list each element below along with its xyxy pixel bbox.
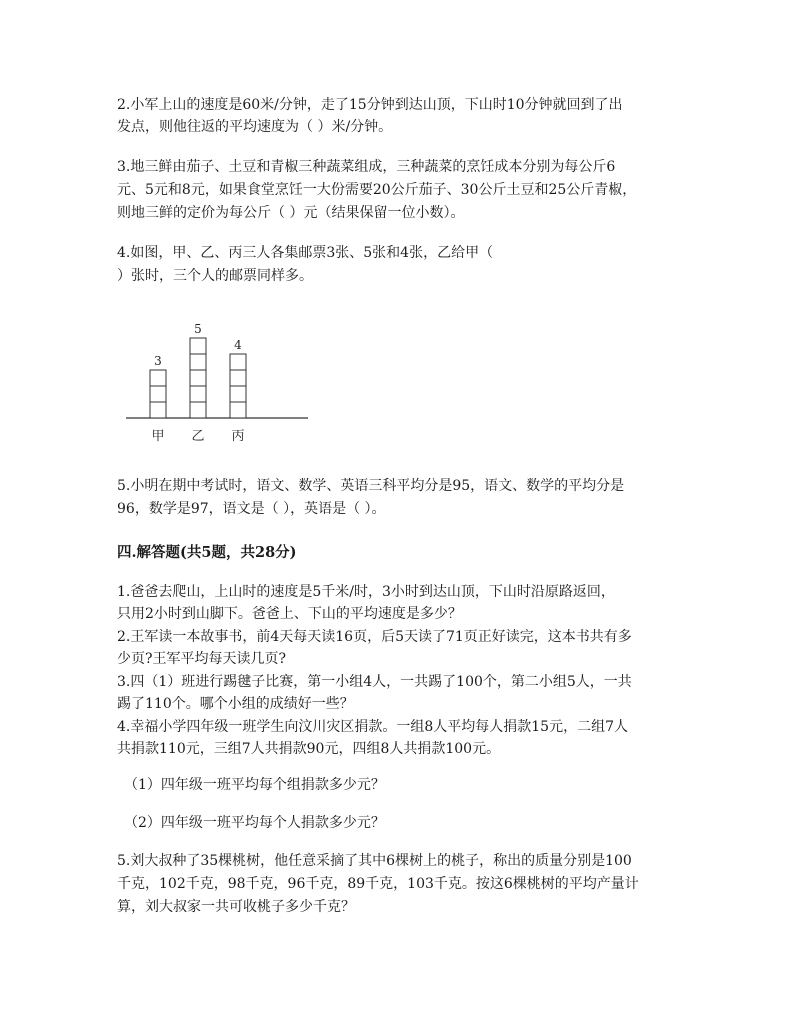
fill-q2-line1: 2.小军上山的速度是60米/分钟，走了15分钟到达山顶，下山时10分钟就回到了出 — [117, 97, 623, 113]
stamp-cell-2-1 — [190, 402, 206, 418]
stamp-cell-3-2 — [230, 386, 246, 402]
answer-q4-sub1: （1）四年级一班平均每个组捐款多少元？ — [124, 777, 385, 793]
answer-q4-line2: 共捐款110元，三组7人共捐款90元，四组8人共捐款100元。 — [117, 741, 501, 757]
stamp-cell-2-3 — [190, 370, 206, 386]
stamp-cell-1-1 — [150, 402, 166, 418]
fill-q5-line1: 5.小明在期中考试时，语文、数学、英语三科平均分是95，语文、数学的平均分是 — [117, 478, 625, 494]
fill-q4-line1: 4.如图，甲、乙、丙三人各集邮票3张、5张和4张，乙给甲（ — [117, 245, 494, 261]
stamp-cell-3-1 — [230, 402, 246, 418]
answer-q1-line2: 只用2小时到山脚下。爸爸上、下山的平均速度是多少？ — [117, 606, 462, 622]
value-label-3: 4 — [234, 338, 242, 352]
answer-q1-line1: 1.爸爸去爬山，上山时的速度是5千米/时，3小时到达山顶，下山时沿原路返回， — [117, 584, 615, 600]
fill-q2-line2: 发点，则他往返的平均速度为（ ）米/分钟。 — [117, 119, 393, 135]
answer-q2-line1: 2.王军读一本故事书，前4天每天读16页，后5天读了71页正好读完，这本书共有多 — [117, 629, 632, 645]
fill-q3-line2: 元、5元和8元，如果食堂烹饪一大份需要20公斤茄子、30公斤土豆和25公斤青椒， — [117, 182, 637, 198]
answer-q5-line1: 5.刘大叔种了35棵桃树，他任意采摘了其中6棵树上的桃子，称出的质量分别是100 — [117, 853, 632, 869]
fill-q4-line2: ）张时，三个人的邮票同样多。 — [117, 268, 313, 284]
category-label-3: 丙 — [231, 429, 245, 444]
answer-q5-line2: 千克，102千克，98千克，96千克，89千克，103千克。按这6棵桃树的平均产量计 — [117, 876, 639, 892]
section-heading: 四.解答题(共5题，共28分) — [117, 544, 297, 561]
value-label-2: 5 — [194, 322, 202, 336]
answer-q4-sub2: （2）四年级一班平均每个人捐款多少元？ — [124, 815, 385, 831]
answer-q3-line2: 踢了110个。哪个小组的成绩好一些？ — [117, 696, 354, 712]
category-label-1: 甲 — [151, 429, 165, 444]
value-label-1: 3 — [154, 354, 162, 368]
stamp-cell-2-4 — [190, 354, 206, 370]
fill-q3-line3: 则地三鲜的定价为每公斤（ ）元（结果保留一位小数）。 — [117, 205, 465, 221]
answer-q2-line2: 少页?王军平均每天读几页? — [117, 651, 287, 667]
fill-q3-line1: 3.地三鲜由茄子、土豆和青椒三种蔬菜组成，三种蔬菜的烹饪成本分别为每公斤6 — [117, 159, 616, 175]
answer-q4-line1: 4.幸福小学四年级一班学生向汶川灾区捐款。一组8人平均每人捐款15元，二组7人 — [117, 719, 628, 735]
stamp-cell-2-5 — [190, 338, 206, 354]
stamp-cell-1-3 — [150, 370, 166, 386]
stamp-cell-3-4 — [230, 354, 246, 370]
stamp-cell-1-2 — [150, 386, 166, 402]
answer-q5-line3: 算，刘大叔家一共可收桃子多少千克？ — [117, 899, 355, 915]
answer-q3-line1: 3.四（1）班进行踢毽子比赛，第一小组4人，一共踢了100个，第二小组5人，一共 — [117, 674, 632, 690]
stamp-cell-2-2 — [190, 386, 206, 402]
stamp-cell-3-3 — [230, 370, 246, 386]
stamp-stack-chart — [120, 312, 320, 452]
fill-q5-line2: 96，数学是97，语文是（ ），英语是（ ）。 — [117, 501, 386, 517]
category-label-2: 乙 — [191, 429, 205, 444]
